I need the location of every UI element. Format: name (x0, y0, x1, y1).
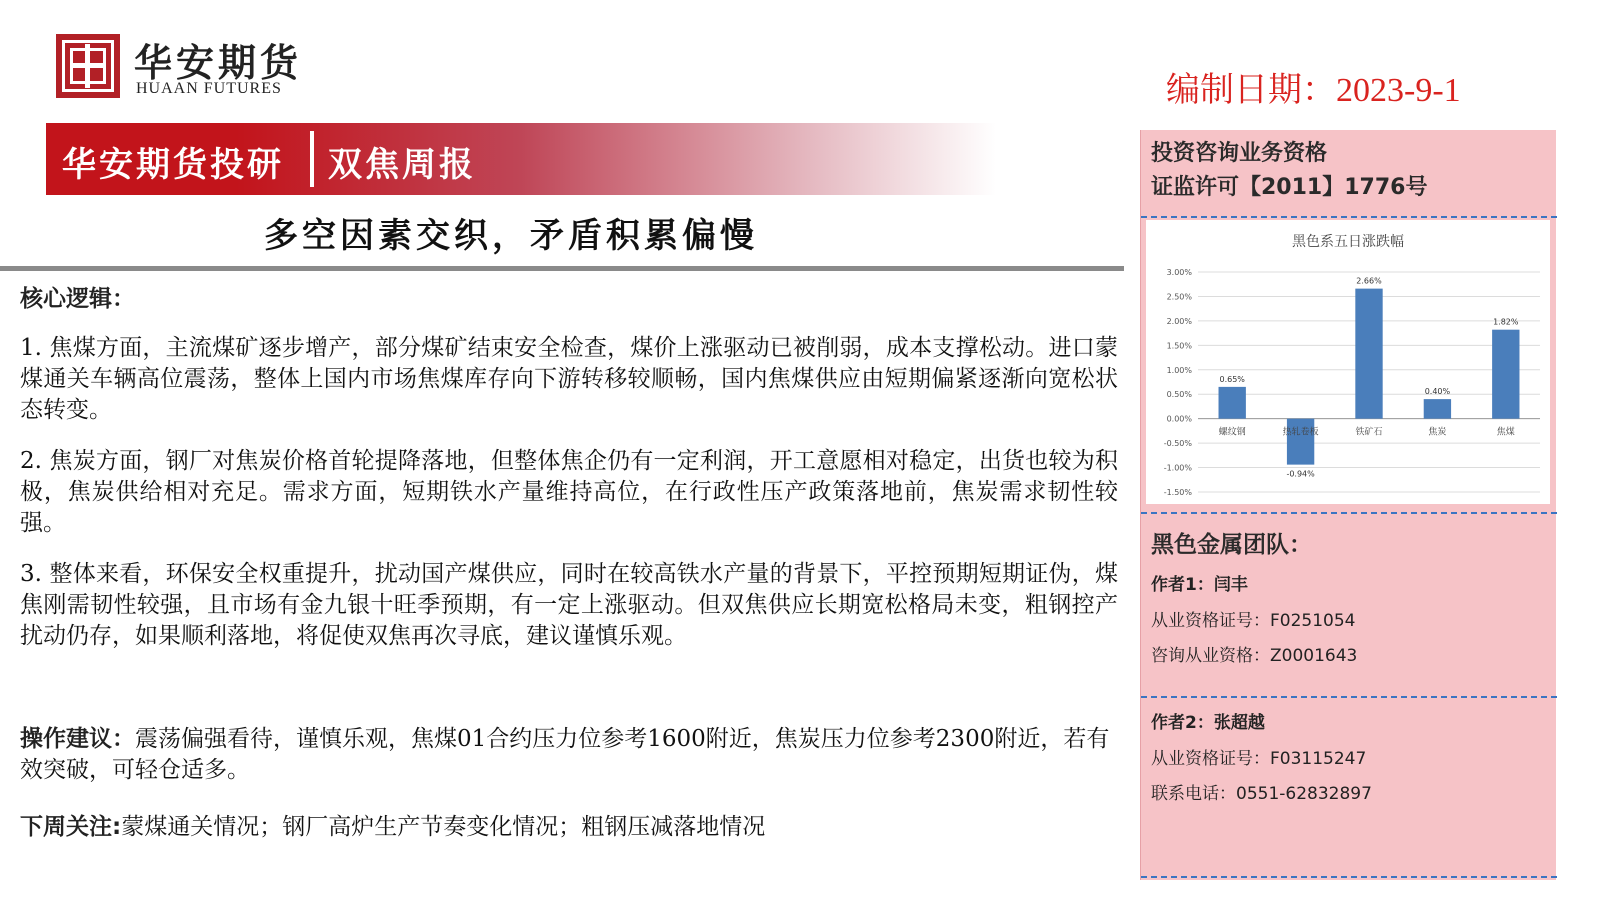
data-label: 0.40% (1424, 387, 1451, 397)
qualification-line-1: 投资咨询业务资格 (1151, 141, 1328, 166)
qualification-line-2: 证监许可【2011】1776号 (1151, 175, 1428, 200)
logic-paragraph-coke: 2. 焦炭方面，钢厂对焦炭价格首轮提降落地，但整体焦企仍有一定利润，开工意愿相对稳定，出货也较为积极，焦炭供给相对充足。需求方面，短期铁水产量维持高位，在行政性压产政策落地前，焦炭需求韧性较强。 (20, 448, 1118, 536)
focus-text: 蒙煤通关情况；钢厂高炉生产节奏变化情况；粗钢压减落地情况 (121, 814, 766, 840)
black-series-chart (1146, 220, 1550, 504)
y-tick-label: 1.50% (1166, 341, 1192, 351)
section-title-core-logic: 核心逻辑： (20, 286, 135, 312)
main-content (20, 284, 1118, 843)
sidebar-divider (1141, 696, 1557, 698)
bar-chart-svg (1146, 220, 1550, 504)
category-label: 铁矿石 (1355, 427, 1383, 438)
logic-paragraph-coking-coal: 1. 焦煤方面，主流煤矿逐步增产，部分煤矿结束安全检查，煤价上涨驱动已被削弱，成本支撑松动。进口蒙煤通关车辆高位震荡，整体上国内市场焦煤库存向下游转移较顺畅，国内焦煤供应由短期偏紧逐渐向宽松状态转变。 (20, 335, 1118, 423)
data-label: 1.82% (1493, 317, 1519, 327)
sidebar-divider (1141, 512, 1557, 514)
logo-seal-icon (56, 34, 120, 98)
y-tick-label: 3.00% (1166, 268, 1192, 277)
data-label: 2.66% (1356, 276, 1382, 286)
team-title: 黑色金属团队： (1151, 532, 1312, 558)
sidebar-divider (1141, 876, 1557, 878)
category-label: 螺纹钢 (1218, 427, 1246, 438)
y-tick-label: -1.50% (1163, 488, 1192, 497)
company-logo (56, 34, 314, 100)
bar-1 (1287, 419, 1314, 465)
banner-divider (310, 131, 314, 187)
bar-4 (1492, 330, 1519, 419)
author2-phone: 联系电话：0551-62832897 (1151, 784, 1372, 804)
data-label: -0.94% (1286, 469, 1315, 479)
report-headline: 多空因素交织，矛盾积累偏慢 (264, 216, 758, 256)
y-tick-label: 0.50% (1166, 390, 1192, 400)
data-label: 0.65% (1219, 374, 1245, 384)
banner-org-title: 华安期货投研 (62, 145, 284, 185)
y-tick-label: 2.50% (1166, 292, 1192, 302)
author2-name: 作者2：张超越 (1151, 713, 1265, 733)
advice-text: 震荡偏强看待，谨慎乐观，焦煤01合约压力位参考1600附近，焦炭压力位参考2300附近，若有效突破，可轻仓适多。 (20, 726, 1110, 783)
compile-date: 编制日期：2023-9-1 (1166, 72, 1461, 109)
bar-3 (1424, 399, 1451, 419)
author1-name: 作者1：闫丰 (1151, 575, 1248, 595)
category-label: 焦炭 (1428, 427, 1447, 438)
y-tick-label: 0.00% (1166, 414, 1192, 424)
author1-cert: 从业资格证号：F0251054 (1151, 611, 1356, 631)
y-tick-label: -1.00% (1163, 463, 1192, 473)
banner-report-title: 双焦周报 (328, 145, 476, 185)
operation-advice (20, 724, 1118, 786)
logo-chinese-name: 华安期货 (134, 40, 303, 85)
advice-label: 操作建议： (20, 726, 135, 752)
bar-0 (1219, 387, 1246, 419)
category-label: 热轧卷板 (1282, 427, 1319, 438)
logo-english-name: HUAAN FUTURES (136, 80, 282, 97)
chart-title: 黑色系五日涨跌幅 (1292, 234, 1404, 250)
headline-divider (0, 266, 1124, 271)
logic-paragraph-overall: 3. 整体来看，环保安全权重提升，扰动国产煤供应，同时在较高铁水产量的背景下，平控预期短期证伪，煤焦刚需韧性较强，且市场有金九银十旺季预期，有一定上涨驱动。但双焦供应长期宽松格局未变，粗钢控产扰动仍存，如果顺利落地，将促使双焦再次寻底，建议谨慎乐观。 (20, 561, 1118, 649)
next-week-focus (20, 812, 1118, 843)
y-tick-label: 2.00% (1166, 316, 1192, 326)
report-banner (46, 123, 996, 195)
bar-2 (1355, 289, 1382, 419)
category-label: 焦煤 (1496, 427, 1515, 438)
y-tick-label: 1.00% (1166, 365, 1192, 375)
author2-cert: 从业资格证号：F03115247 (1151, 749, 1367, 769)
y-tick-label: -0.50% (1163, 439, 1192, 449)
sidebar-divider (1141, 216, 1557, 218)
author1-consult: 咨询从业资格：Z0001643 (1151, 646, 1358, 666)
focus-label: 下周关注: (20, 814, 122, 840)
